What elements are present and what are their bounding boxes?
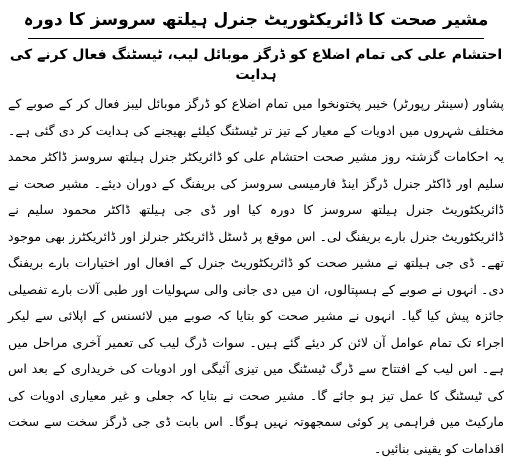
headline: مشیر صحت کا ڈائریکٹوریٹ جنرل ہیلتھ سروسز کا دورہ bbox=[23, 10, 489, 30]
headline-divider bbox=[28, 38, 484, 39]
article-body: پشاور (سینئر رپورٹر) خیبر پختونخوا میں تمام اضلاع کو ڈرگز موبائل لیبز فعال کر کے صوبے کے مختلف شہروں میں ادویات کے معیار کے تیز تر ٹیسٹنگ کیلئے بھیجنے کی ہدایت کر دی گئی ہے۔ یہ احکامات گزشتہ روز مشیر صحت احتشام علی کو ڈائریکٹر جنرل ہیلتھ سروسز ڈاکٹر محمد سلیم اور ڈاکٹر جنرل ڈرگز اینڈ فارمیسی سروسز کی بریفنگ کے دوران دیئے۔ مشیر صحت نے ڈائریکٹوریٹ جنرل ہیلتھ سروسز کا دورہ کیا اور ڈی جی ہیلتھ ڈاکٹر محمود سلیم نے ڈائریکٹوریٹ جنرل بارے بریفنگ لی۔ اس موقع پر ڈسٹل ڈائریکٹر جنرلز اور ڈائریکٹرز بھی موجود تھے۔ ڈی جی ہیلتھ نے مشیر صحت کو ڈائریکٹوریٹ جنرل کے افعال اور اختیارات بارے بریفنگ دی۔ انہوں نے صوبے کے ہسپتالوں، ان میں دی جانی والی سہولیات اور طبی آلات بارے تفصیلی جائزہ پیش کیا گیا۔ انہوں نے مشیر صحت کو بتایا کہ صوبے میں لائسنس کے اپلائی سے لیکر اجراء تک تمام عوامل آن لائن کر دیئے گئے ہیں۔ سوات ڈرگ لیب کی تعمیر آخری مراحل میں ہے۔ اس لیب کے افتتاح سے ڈرگ ٹیسٹنگ میں تیزی آئیگی اور ادویات کی خریداری کے بعد اس کی ٹیسٹنگ کا عمل تیز ہو جائے گا۔ مشیر صحت نے بتایا کہ جعلی و غیر معیاری ادویات کی مارکیٹ میں فراہمی پر کوئی سمجھوتہ نہیں ہوگا۔ اس بابت ڈی جی ڈرگز سخت سے سخت اقدامات کو یقینی بنائیں۔ bbox=[8, 96, 504, 456]
subheadline: احتشام علی کی تمام اضلاع کو ڈرگز موبائل لیب، ٹیسٹنگ فعال کرنے کی ہدایت bbox=[9, 47, 503, 83]
